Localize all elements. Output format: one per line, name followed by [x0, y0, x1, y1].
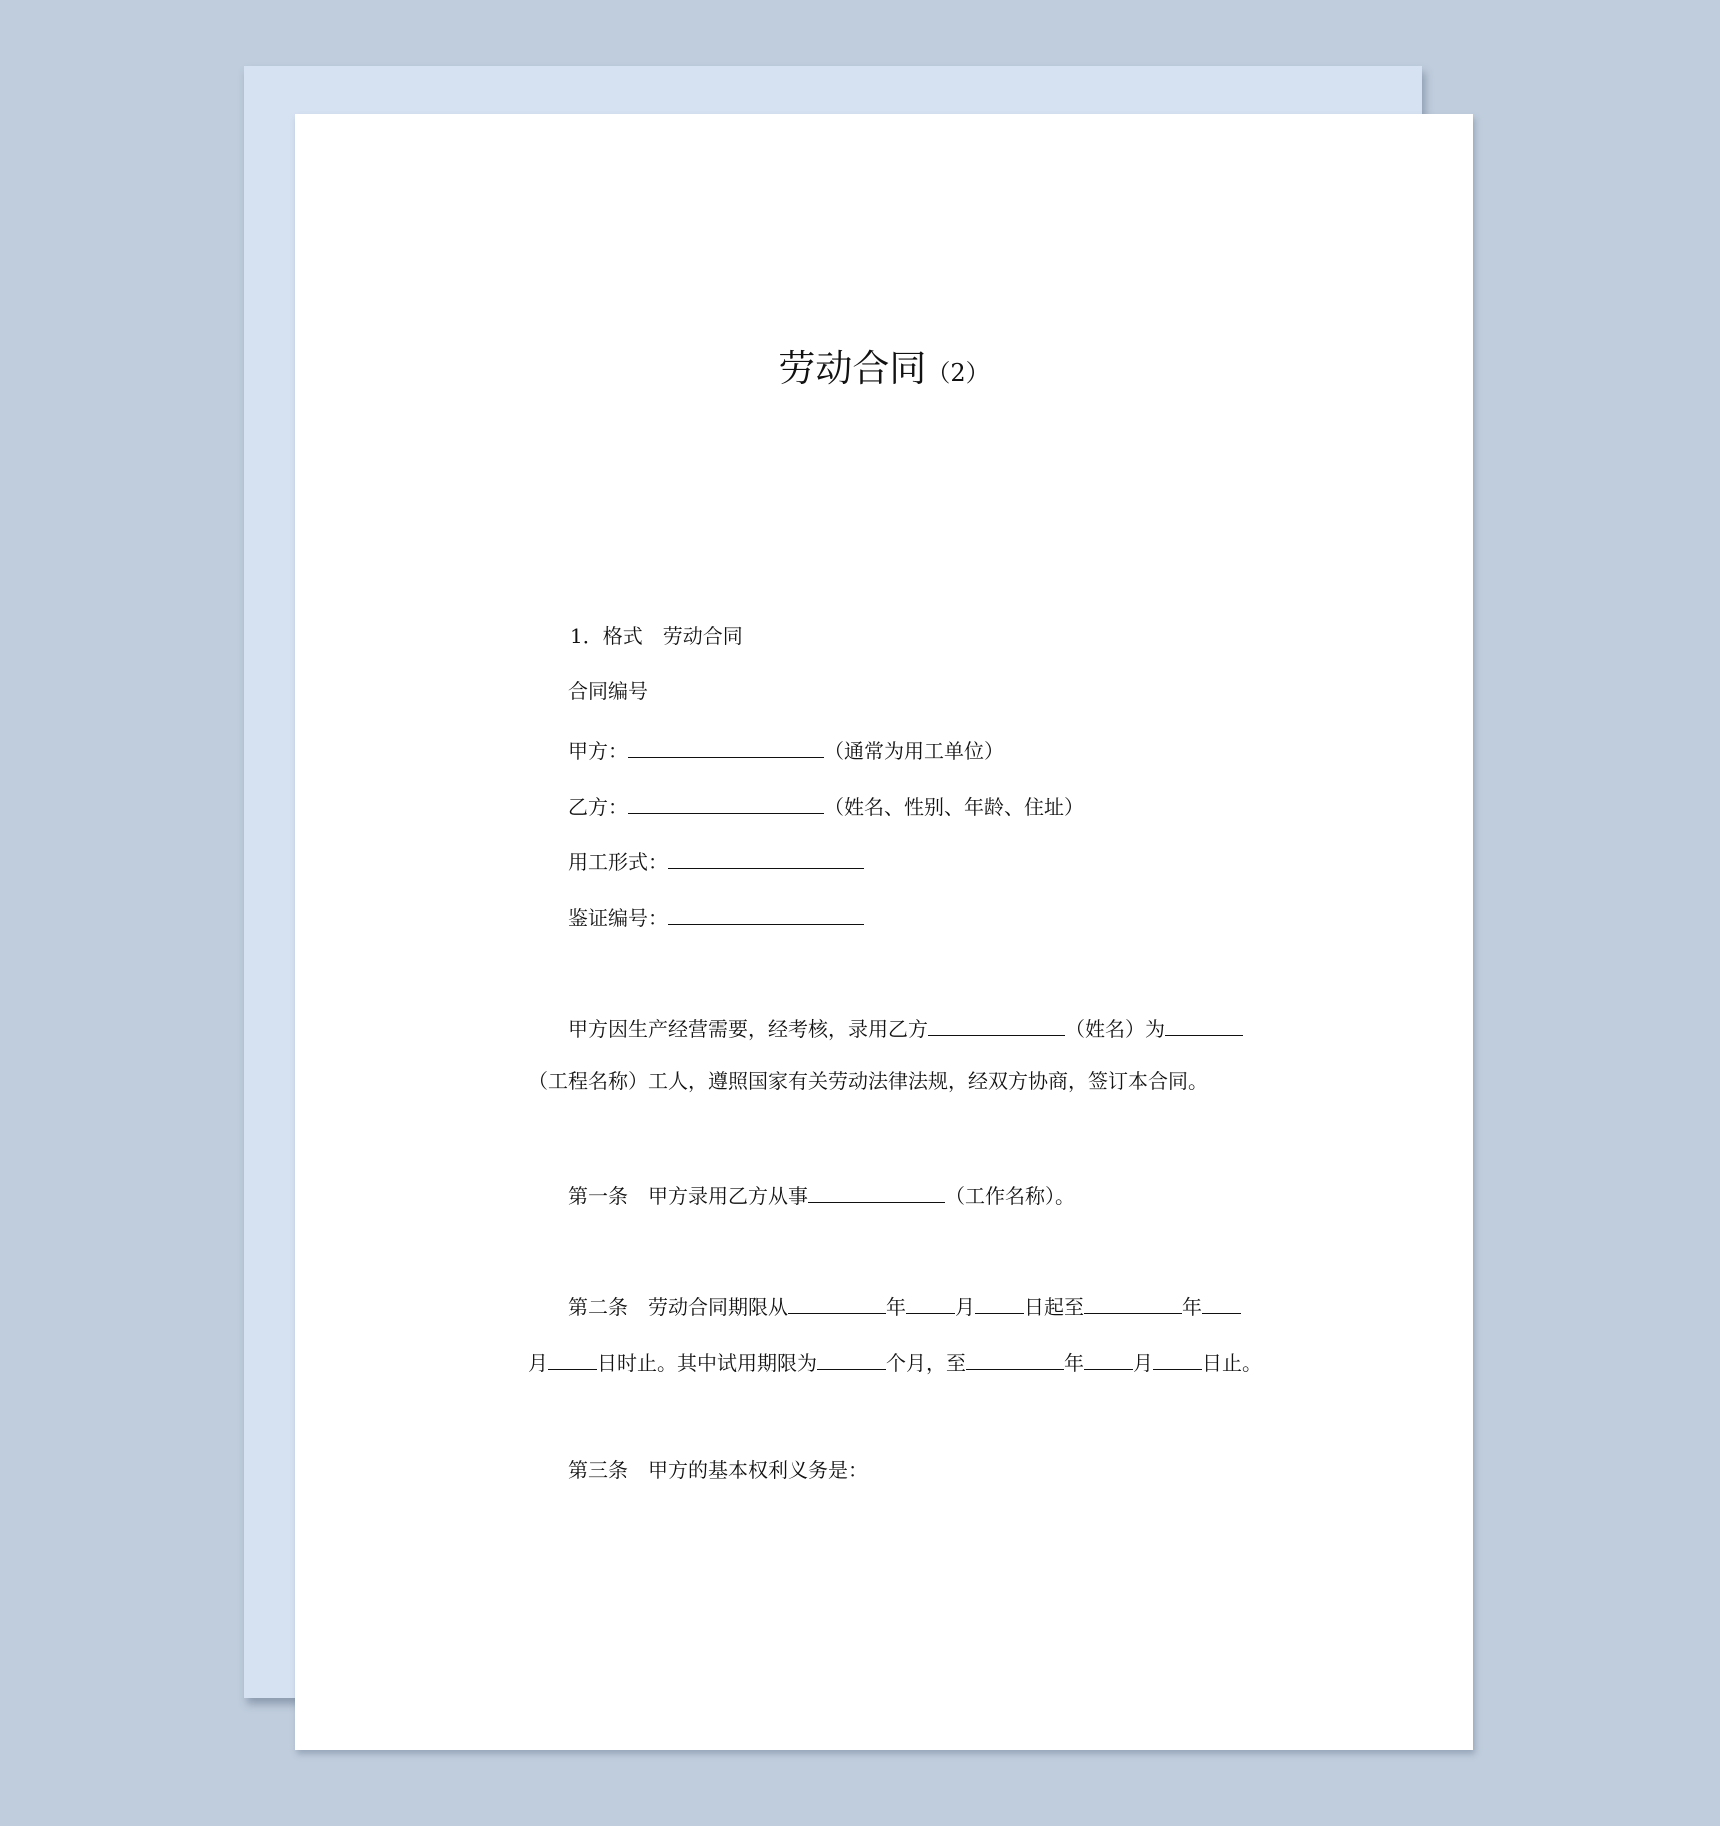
start-month-blank — [906, 1293, 955, 1314]
intro-name-blank — [928, 1015, 1065, 1036]
year-label: 年 — [1182, 1295, 1202, 1319]
format-text: 1．格式 劳动合同 — [570, 624, 743, 648]
intro-text-c: （工程名称）工人，遵照国家有关劳动法律法规，经双方协商，签订本合同。 — [528, 1069, 1208, 1093]
employment-form-line — [568, 848, 864, 872]
article-3-text: 第三条 甲方的基本权利义务是： — [568, 1458, 868, 1482]
party-b-note: （姓名、性别、年龄、住址） — [824, 795, 1084, 819]
year-label: 年 — [1064, 1351, 1084, 1375]
article-2-text-c: 个月，至 — [886, 1351, 966, 1375]
start-year-blank — [788, 1293, 886, 1314]
probation-end-month-blank — [1084, 1349, 1133, 1370]
verify-number-label: 鉴证编号： — [568, 906, 668, 930]
end-day-blank — [548, 1349, 597, 1370]
contract-number-label: 合同编号 — [568, 679, 648, 703]
end-month-blank-part — [1202, 1293, 1241, 1314]
contract-number-line — [568, 681, 648, 701]
start-day-blank — [975, 1293, 1024, 1314]
verify-number-blank — [668, 904, 864, 925]
document-title — [295, 347, 1473, 390]
verify-number-line — [568, 904, 864, 928]
article-2-line1 — [568, 1293, 1241, 1317]
document-page — [295, 114, 1473, 1750]
month-label: 月 — [955, 1295, 975, 1319]
article-2-line2 — [528, 1349, 1262, 1373]
intro-text-a: 甲方因生产经营需要，经考核，录用乙方 — [568, 1017, 928, 1041]
title-text: 劳动合同 — [778, 347, 927, 390]
article-1-text-b: （工作名称）。 — [945, 1184, 1075, 1208]
month-label: 月 — [1133, 1351, 1153, 1375]
party-b-blank — [628, 793, 824, 814]
party-b-line — [568, 793, 1084, 817]
intro-paragraph-line2 — [528, 1071, 1208, 1091]
article-2-text-b: 日时止。其中试用期限为 — [597, 1351, 817, 1375]
employment-form-label: 用工形式： — [568, 850, 668, 874]
party-a-blank — [628, 737, 824, 758]
title-suffix: （2） — [926, 359, 990, 387]
intro-text-b: （姓名）为 — [1065, 1017, 1165, 1041]
day-from-label: 日起至 — [1024, 1295, 1084, 1319]
party-a-note: （通常为用工单位） — [824, 739, 1004, 763]
year-label: 年 — [886, 1295, 906, 1319]
probation-end-year-blank — [966, 1349, 1064, 1370]
article-3-line — [568, 1460, 868, 1480]
format-line — [570, 626, 743, 646]
article-2-text-a: 第二条 劳动合同期限从 — [568, 1295, 788, 1319]
article-1-line — [568, 1182, 1075, 1206]
party-a-line — [568, 737, 1004, 761]
day-end-label: 日止。 — [1202, 1351, 1262, 1375]
party-a-label: 甲方： — [568, 739, 628, 763]
intro-paragraph-line1 — [568, 1015, 1243, 1039]
intro-project-blank — [1165, 1015, 1243, 1036]
employment-form-blank — [668, 848, 864, 869]
month-label: 月 — [528, 1351, 548, 1375]
party-b-label: 乙方： — [568, 795, 628, 819]
article-1-blank — [808, 1182, 945, 1203]
article-1-text-a: 第一条 甲方录用乙方从事 — [568, 1184, 808, 1208]
probation-months-blank — [817, 1349, 886, 1370]
probation-end-day-blank — [1153, 1349, 1202, 1370]
end-year-blank — [1084, 1293, 1182, 1314]
